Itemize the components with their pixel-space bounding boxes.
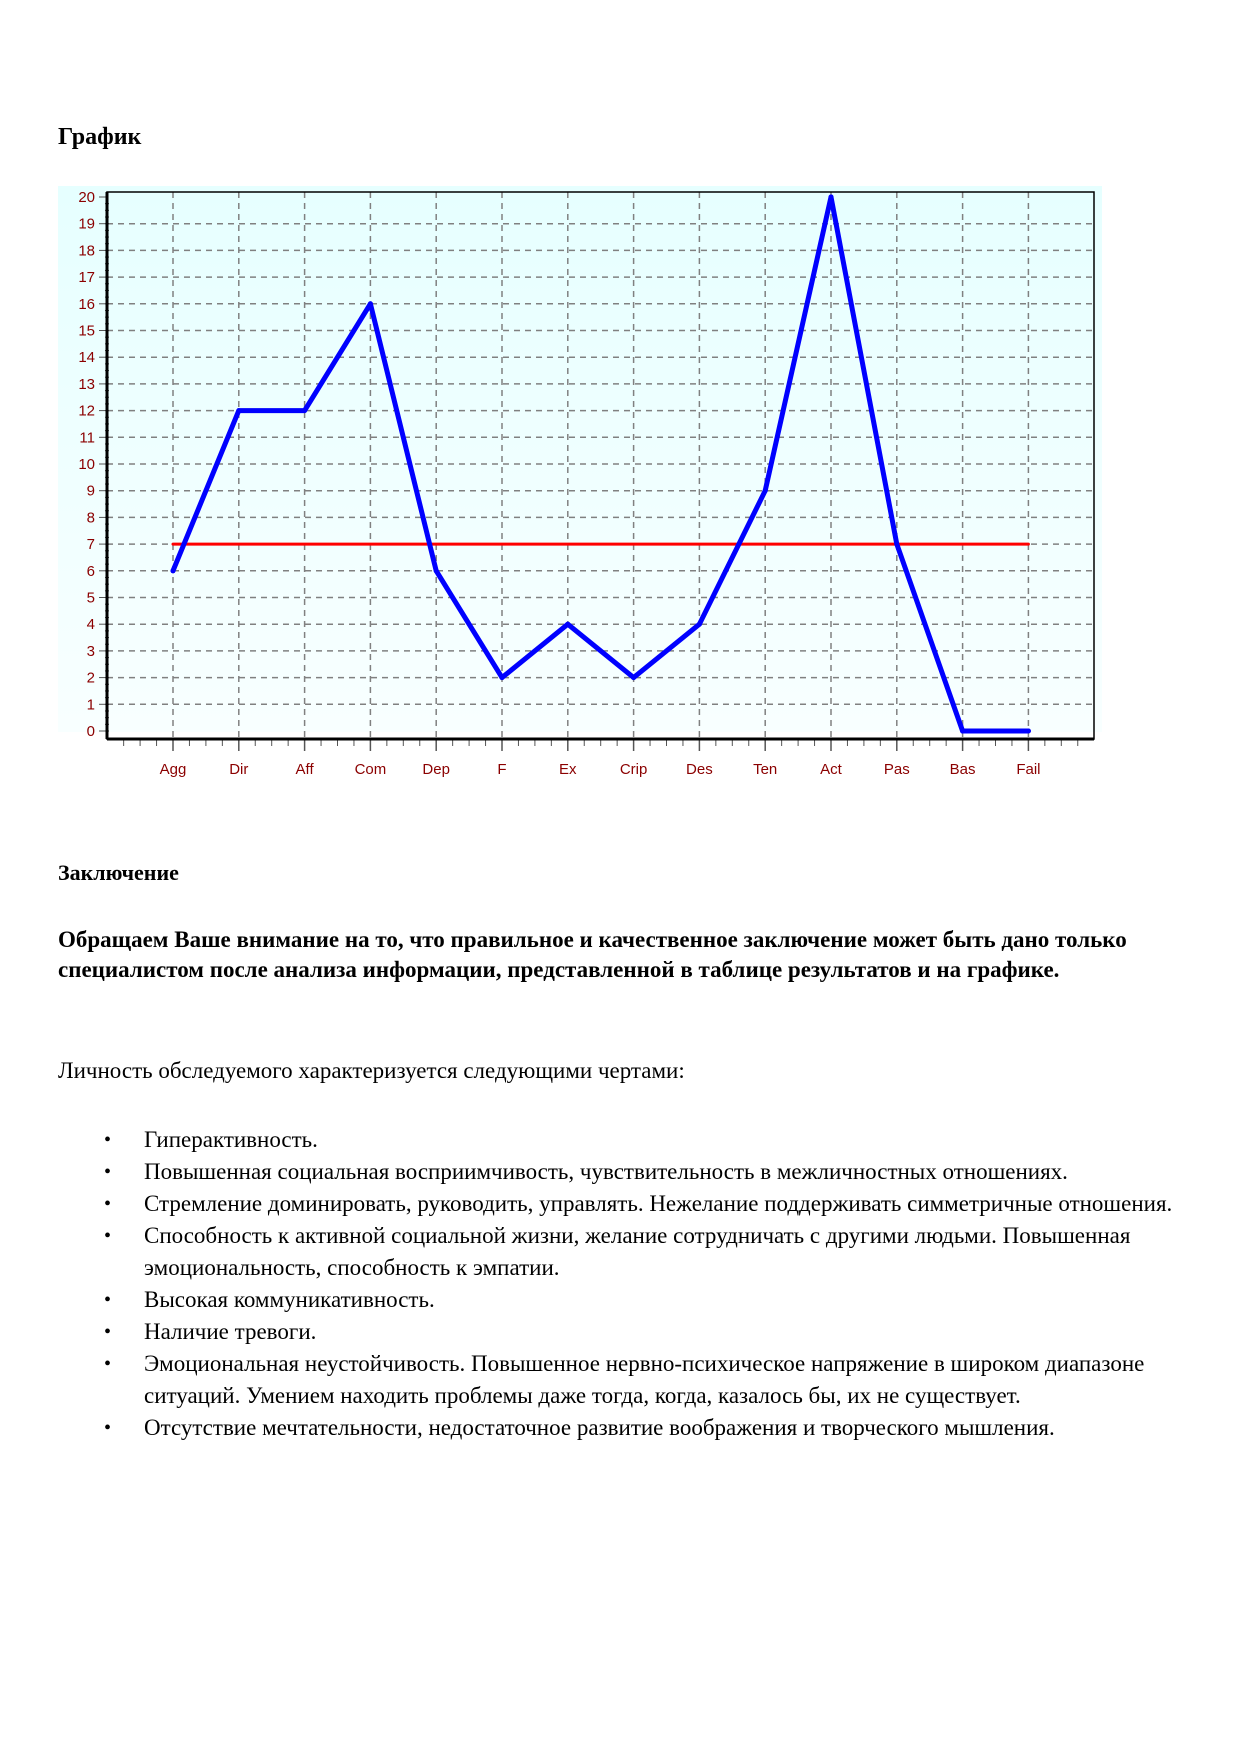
x-tick-label: Aff <box>295 761 314 778</box>
list-item <box>58 1124 1208 1156</box>
bullet-icon: • <box>104 1417 112 1439</box>
data-point <box>434 568 439 573</box>
y-tick-label: 12 <box>78 402 95 420</box>
list-item <box>58 1284 1208 1316</box>
bullet-icon: • <box>104 1129 112 1151</box>
x-tick-label: Crip <box>619 761 648 778</box>
data-point <box>171 568 176 573</box>
y-tick-label: 18 <box>78 242 95 260</box>
x-tick-label: Com <box>354 761 387 778</box>
traits-list <box>58 1124 1208 1444</box>
y-tick-label: 11 <box>79 429 95 447</box>
y-tick-label: 9 <box>86 482 95 500</box>
y-tick-label: 4 <box>86 616 95 634</box>
x-tick-label: Act <box>820 761 842 778</box>
y-tick-label: 0 <box>86 723 95 740</box>
data-point <box>960 729 965 734</box>
y-tick-label: 3 <box>86 642 95 660</box>
x-tick-label: Bas <box>949 761 976 778</box>
data-point <box>763 488 768 493</box>
y-tick-label: 20 <box>78 189 95 206</box>
list-item <box>58 1316 1208 1348</box>
x-tick-label: Agg <box>159 761 187 778</box>
data-point <box>368 301 373 306</box>
trait-text: Повышенная социальная восприимчивость, чувствительность в межличностных отношениях. <box>144 1159 1068 1184</box>
intro-paragraph: Личность обследуемого характеризуется следующими чертами: <box>58 1058 685 1083</box>
trait-text: Способность к активной социальной жизни, желание сотрудничать с другими людьми. Повышенная эмоциональность, способность к эмпатии. <box>144 1223 1131 1280</box>
y-tick-label: 2 <box>86 669 95 687</box>
conclusion-heading: Заключение <box>58 860 179 885</box>
bullet-icon: • <box>104 1353 112 1375</box>
data-point <box>1026 729 1031 734</box>
data-point <box>894 542 899 547</box>
data-point <box>236 408 241 413</box>
data-point <box>829 195 834 200</box>
x-tick-label: Dep <box>422 761 450 778</box>
chart-bg-white-strip <box>58 742 1102 800</box>
notice-paragraph: Обращаем Ваше внимание на то, что правильное и качественное заключение может быть дано только специалистом после анализа информации, представленной в таблице результатов и на графике. <box>58 927 1127 982</box>
chart-heading: График <box>58 124 142 150</box>
y-tick-label: 6 <box>86 562 95 580</box>
y-tick-label: 8 <box>86 509 95 527</box>
trait-text: Гиперактивность. <box>144 1127 318 1152</box>
x-tick-label: Fail <box>1016 761 1041 778</box>
x-tick-label: Ex <box>559 761 577 778</box>
bullet-icon: • <box>104 1193 112 1215</box>
data-point <box>302 408 307 413</box>
y-tick-label: 1 <box>86 696 95 714</box>
trait-text: Наличие тревоги. <box>144 1319 317 1344</box>
data-point <box>631 675 636 680</box>
y-tick-label: 13 <box>78 375 95 393</box>
trait-text: Отсутствие мечтательности, недостаточное развитие воображения и творческого мышления. <box>144 1415 1055 1440</box>
data-point <box>565 622 570 627</box>
data-point <box>500 675 505 680</box>
x-tick-label: F <box>497 761 507 778</box>
bullet-icon: • <box>104 1321 112 1343</box>
list-item <box>58 1156 1208 1188</box>
y-tick-label: 7 <box>86 536 95 554</box>
list-item <box>58 1188 1208 1220</box>
list-item <box>58 1348 1208 1412</box>
x-tick-label: Ten <box>753 761 778 778</box>
list-item <box>58 1220 1208 1284</box>
trait-text: Эмоциональная неустойчивость. Повышенное нервно-психическое напряжение в широком диапазоне ситуаций. Умением находить проблемы даже тогда, когда, казалось бы, их не существует. <box>144 1351 1145 1408</box>
y-tick-label: 17 <box>78 269 95 287</box>
bullet-icon: • <box>104 1161 112 1183</box>
y-tick-label: 16 <box>78 295 95 313</box>
trait-text: Стремление доминировать, руководить, управлять. Нежелание поддерживать симметричные отношения. <box>144 1191 1173 1216</box>
y-tick-label: 10 <box>78 456 95 473</box>
x-tick-label: Des <box>686 761 713 778</box>
list-item <box>58 1412 1208 1444</box>
line-chart <box>0 0 1240 800</box>
chart-background <box>58 186 1102 732</box>
y-tick-label: 19 <box>78 215 95 233</box>
bullet-icon: • <box>104 1225 112 1247</box>
y-tick-label: 5 <box>86 589 95 607</box>
x-tick-label: Pas <box>883 761 910 778</box>
y-tick-label: 14 <box>78 349 95 367</box>
trait-text: Высокая коммуникативность. <box>144 1287 435 1312</box>
bullet-icon: • <box>104 1289 112 1311</box>
y-tick-label: 15 <box>78 322 95 340</box>
x-tick-label: Dir <box>229 761 249 778</box>
data-point <box>697 622 702 627</box>
